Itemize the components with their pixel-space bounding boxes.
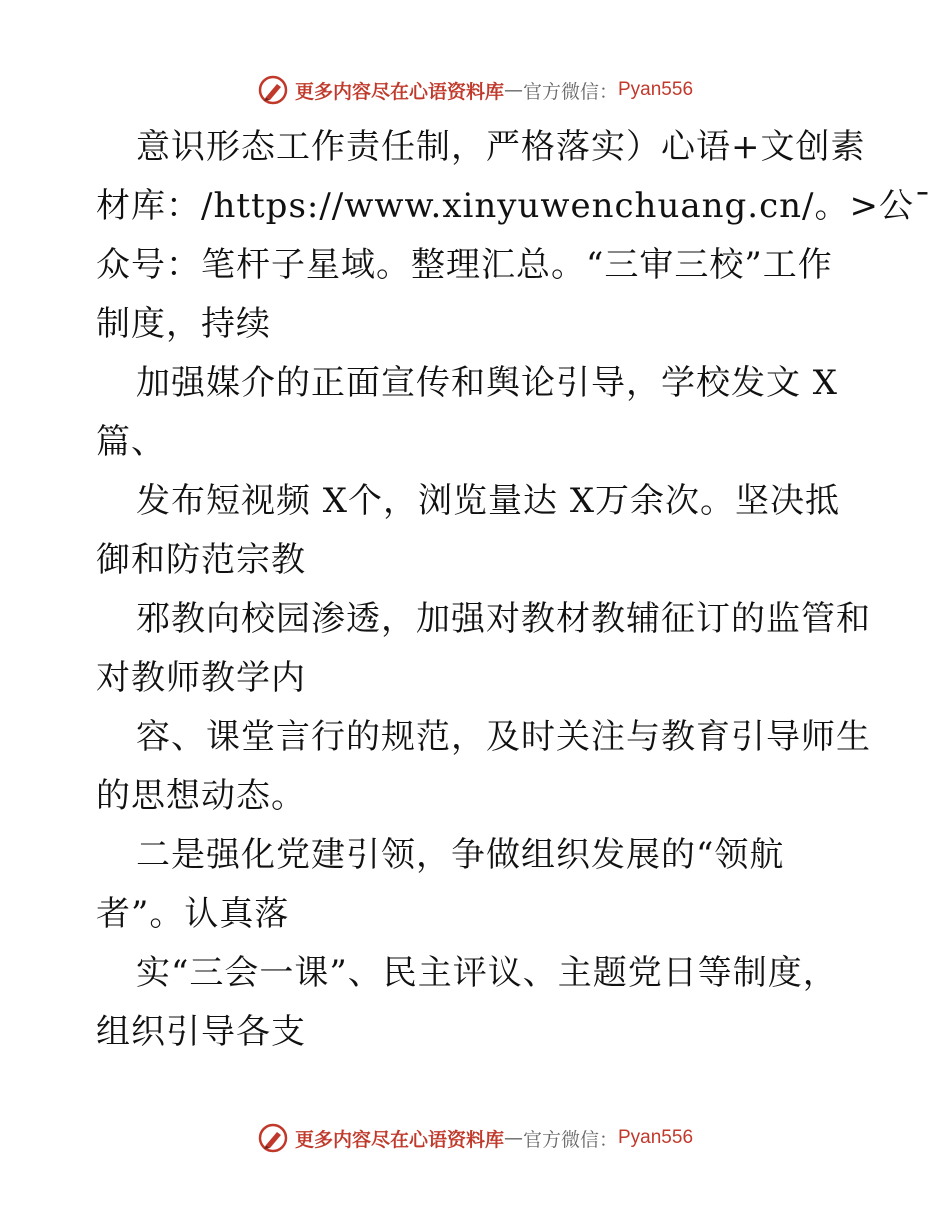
footer-watermark <box>0 1118 950 1158</box>
body-line: 篇、 <box>96 422 166 462</box>
body-line: 者”。认真落 <box>96 894 290 934</box>
body-line: 二是强化党建引领，争做组织发展的“领航 <box>136 835 785 875</box>
body-line: 实“三会一课”、民主评议、主题党日等制度， <box>136 953 838 993</box>
watermark-text: 更多内容尽在心语资料库 <box>294 80 504 103</box>
watermark-wechat-id: Pyan556 <box>618 1127 694 1148</box>
body-line: 邪教向校园渗透，加强对教材教辅征订的监管和 <box>136 599 871 639</box>
watermark-dash: — <box>503 1127 523 1149</box>
body-line: 御和防范宗教 <box>96 540 306 580</box>
body-line: 发布短视频 X个，浏览量达 X万余次。坚决抵 <box>136 481 841 521</box>
body-line: 容、课堂言行的规范，及时关注与教育引导师生 <box>136 717 871 757</box>
watermark-dash: — <box>503 79 523 101</box>
body-line: 组织引导各支 <box>96 1012 306 1052</box>
pen-logo-icon <box>257 1122 289 1154</box>
watermark-wechat-id: Pyan556 <box>618 79 694 100</box>
body-line: 意识形态工作责任制，严格落实）心语+文创素 <box>136 127 866 167</box>
watermark-label: 官方微信： <box>522 80 618 103</box>
body-line: 加强媒介的正面宣传和舆论引导，学校发文 X <box>136 363 839 403</box>
watermark-label: 官方微信： <box>522 1128 618 1151</box>
body-line: 制度，持续 <box>96 304 271 344</box>
body-line: 的思想动态。 <box>96 776 306 816</box>
watermark-text: 更多内容尽在心语资料库 <box>294 1128 504 1151</box>
body-line: 对教师教学内 <box>96 658 306 698</box>
pen-logo-icon <box>257 74 289 106</box>
body-line: 众号：笔杆子星域。整理汇总。“三审三校”工作 <box>96 245 833 285</box>
document-body <box>96 118 932 1062</box>
body-line: 材库：/https://www.xinyuwenchuang.cn/。>公¯ <box>96 186 932 226</box>
header-watermark <box>0 70 950 110</box>
